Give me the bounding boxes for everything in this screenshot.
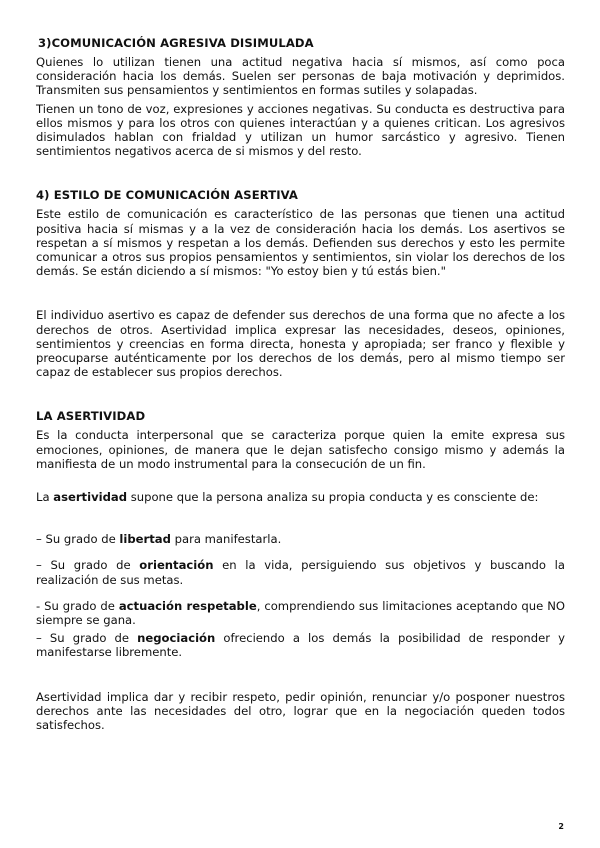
list-item-actuacion [36, 599, 565, 627]
asertividad-heading: LA ASERTIVIDAD [36, 409, 146, 424]
section-3-paragraph-1: Quienes lo utilizan tienen una actitud negativa hacia sí mismos, así como poca consideración hacia los demás. Suelen ser personas de baja motivación y deprimidos. Transmiten sus pensamientos y sentimientos en formas sutiles y solapadas. [36, 55, 565, 98]
list-item-pre: – Su grado de [36, 532, 120, 547]
asertividad-definition: Es la conducta interpersonal que se caracteriza porque quien la emite expresa sus emociones, opiniones, de manera que le dejan satisfecho consigo mismo y además la manifiesta de un modo instrumental para la consecución de un fin. [36, 428, 565, 471]
list-item-pre: - Su grado de [36, 598, 119, 613]
list-item-post: , comprendiendo sus limitaciones aceptando que NO siempre se gana. [36, 598, 565, 628]
spacer [36, 664, 565, 690]
section-3-heading: 3)COMUNICACIÓN AGRESIVA DISIMULADA [38, 36, 314, 50]
list-item-libertad [36, 532, 565, 546]
spacer [36, 282, 565, 308]
intro-text-pre: La [36, 490, 54, 505]
spacer [36, 591, 565, 599]
intro-keyword: asertividad [53, 490, 128, 505]
list-item-pre: – Su grado de [36, 558, 140, 573]
list-item-orientacion [36, 558, 565, 586]
list-item-keyword: negociación [137, 631, 216, 646]
asertividad-intro [36, 490, 565, 504]
spacer [36, 162, 565, 188]
list-item-keyword: orientación [139, 558, 214, 573]
intro-text-post: supone que la persona analiza su propia conducta y es consciente de: [127, 490, 539, 505]
section-4-heading: 4) ESTILO DE COMUNICACIÓN ASERTIVA [36, 188, 298, 203]
list-item-keyword: libertad [119, 532, 171, 547]
spacer [36, 383, 565, 409]
section-4-paragraph-2: El individuo asertivo es capaz de defender sus derechos de una forma que no afecte a los derechos de otros. Asertividad implica expresar las necesidades, deseos, opiniones, sentimientos y creencias en forma directa, honesta y apropiada; ser franco y flexible y preocuparse auténticamente por los derechos de los demás, pero al mismo tiempo ser capaz de establecer sus propios derechos. [36, 308, 565, 380]
section-3-paragraph-2: Tienen un tono de voz, expresiones y acciones negativas. Su conducta es destructiva para ellos mismos y para los otros con quienes interactúan y a quienes critican. Los agresivos disimulados hablan con frialdad y utilizan un humor sarcástico y agresivo. Tienen sentimientos negativos acerca de si mismos y del resto. [36, 101, 565, 159]
list-item-post: para manifestarla. [170, 532, 282, 547]
list-item-post: ofreciendo a los demás la posibilidad de responder y manifestarse libremente. [36, 631, 566, 660]
asertividad-closing: Asertividad implica dar y recibir respeto, pedir opinión, renunciar y/o posponer nuestros derechos ante las necesidades del otro, lograr que en la negociación queden todos satisfechos. [36, 689, 565, 733]
page-number: 2 [558, 822, 564, 831]
page-content [36, 36, 565, 736]
list-item-pre: – Su grado de [36, 631, 138, 646]
list-item-negociacion [36, 631, 565, 659]
spacer [36, 508, 565, 532]
list-item-post: en la vida, persiguiendo sus objetivos y buscando la realización de sus metas. [36, 558, 565, 587]
spacer [36, 550, 565, 558]
list-item-keyword: actuación respetable [118, 598, 257, 613]
spacer [36, 475, 565, 490]
section-4-paragraph-1: Este estilo de comunicación es característico de las personas que tienen una actitud positiva hacia sí mismas y a la vez de consideración hacia los demás. Los asertivos se respetan a sí mismos y respetan a los demás. Defienden sus derechos y esto les permite comunicar a otros sus propios pensamientos y sentimientos, sin violar los derechos de los demás. Se están diciendo a sí mismos: "Yo estoy bien y tú estás bien." [36, 207, 565, 279]
